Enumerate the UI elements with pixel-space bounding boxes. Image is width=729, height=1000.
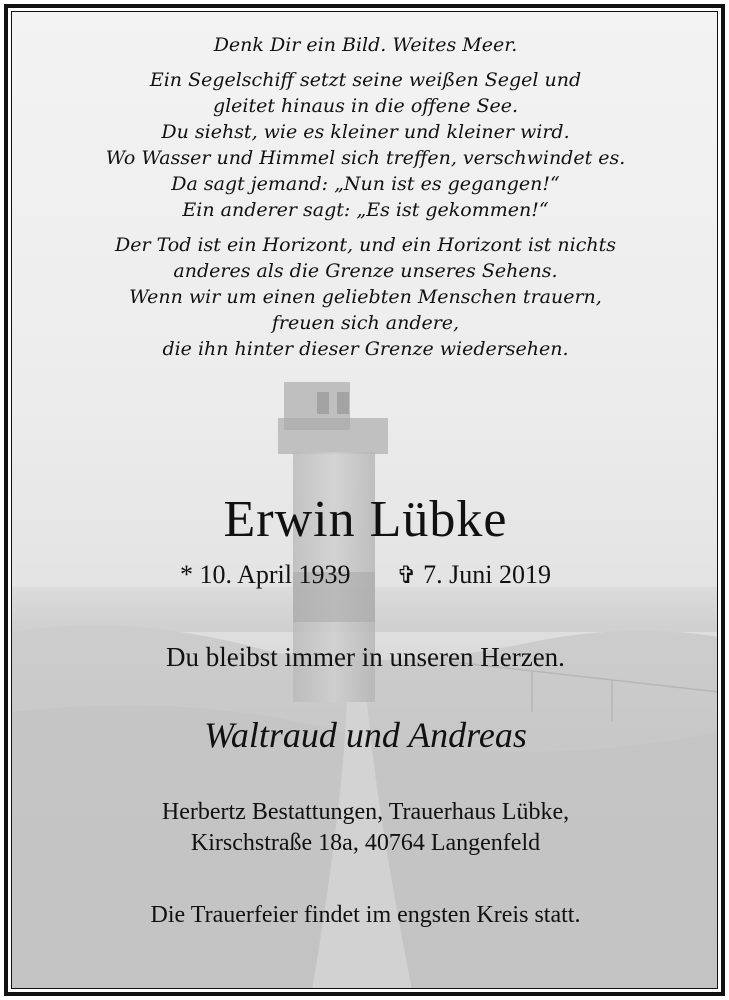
poem-line: Wo Wasser und Himmel sich treffen, verschwindet es. [105,147,626,169]
poem-line: die ihn hinter dieser Grenze wiedersehen. [162,338,569,360]
obituary-notice [11,11,718,989]
life-dates [12,560,718,590]
poem-stanza-2 [12,67,718,223]
poem-line: Der Tod ist ein Horizont, und ein Horizont ist nichts [115,234,616,256]
poem-stanza-3 [12,232,718,362]
poem-stanza-1 [12,32,718,58]
poem-line: anderes als die Grenze unseres Sehens. [173,260,558,282]
funeral-notice: Die Trauerfeier findet im engsten Kreis statt. [150,902,581,928]
poem-line: Da sagt jemand: „Nun ist es gegangen!“ [171,173,560,195]
mourners: Waltraud und Andreas [204,715,527,755]
funeral-home-address: Kirschstraße 18a, 40764 Langenfeld [190,830,541,856]
poem-line: Denk Dir ein Bild. Weites Meer. [213,34,518,56]
deceased-name: Erwin Lübke [223,491,508,548]
poem-line: Du siehst, wie es kleiner und kleiner wird. [161,121,570,143]
memorial-message: Du bleibst immer in unseren Herzen. [166,642,565,672]
poem-line: Ein Segelschiff setzt seine weißen Segel und [149,69,582,91]
death-date: 7. Juni 2019 [423,560,551,589]
poem-line: Wenn wir um einen geliebten Menschen trauern, [129,286,602,308]
funeral-home [12,797,718,859]
poem [12,32,718,371]
cross-icon: ✞ [396,563,417,589]
poem-line: gleitet hinaus in die offene See. [212,95,519,117]
birth-date: * 10. April 1939 [180,560,351,589]
funeral-home-line: Herbertz Bestattungen, Trauerhaus Lübke, [161,799,570,825]
poem-line: freuen sich andere, [271,312,460,334]
poem-line: Ein anderer sagt: „Es ist gekommen!“ [182,199,549,221]
